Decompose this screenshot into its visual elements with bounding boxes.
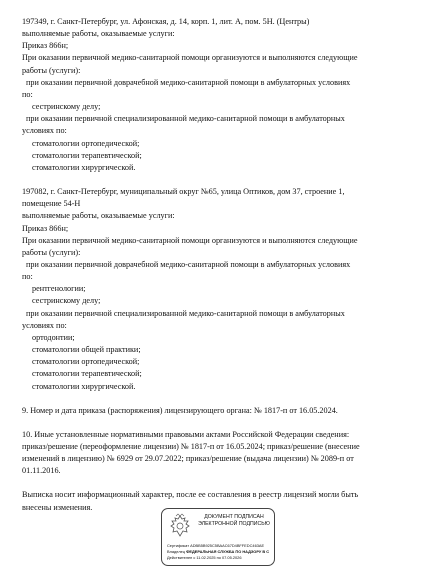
subsection-heading-cont: по: xyxy=(22,89,33,99)
list-item: стоматологии терапевтической; xyxy=(32,150,142,160)
address-line: 197082, г. Санкт-Петербург, муниципальный округ №65, улица Оптиков, дом 37, строение 1, xyxy=(22,187,345,197)
list-item: рентгенологии; xyxy=(32,284,86,294)
subsection-heading: при оказании первичной доврачебной медико-санитарной помощи в амбулаторных условиях xyxy=(26,77,351,87)
list-item: стоматологии хирургической. xyxy=(32,162,136,172)
intro-text-cont: работы (услуги): xyxy=(22,247,81,257)
subsection-heading-cont: условиях по: xyxy=(22,126,67,136)
certificate-label: Сертификат xyxy=(167,543,190,548)
subsection-heading: при оказании первичной специализированной медико-санитарной помощи в амбулаторных xyxy=(26,114,345,124)
address-line-cont: помещение 54-Н xyxy=(22,199,81,209)
subsection-heading: при оказании первичной специализированной медико-санитарной помощи в амбулаторных xyxy=(26,308,345,318)
subsection-heading-cont: условиях по: xyxy=(22,320,67,330)
list-item: стоматологии хирургической. xyxy=(32,381,136,391)
section-10-line: 10. Иные установленные нормативными правовыми актами Российской Федерации сведения: xyxy=(22,429,350,439)
list-item: сестринскому делу; xyxy=(32,296,101,306)
license-extract-body xyxy=(22,16,416,514)
electronic-signature-stamp xyxy=(161,508,275,566)
address-block-1 xyxy=(22,16,416,174)
list-item: ортодонтии; xyxy=(32,332,75,342)
certificate-row xyxy=(167,543,273,548)
intro-text: При оказании первичной медико-санитарной помощи организуются и выполняются следующие xyxy=(22,235,358,245)
list-item: стоматологии ортопедической; xyxy=(32,357,140,367)
subsection-heading-cont: по: xyxy=(22,272,33,282)
section-9-order: 9. Номер и дата приказа (распоряжения) лицензирующего органа: № 1817-п от 16.05.2024. xyxy=(22,405,338,415)
stamp-title-line: ЭЛЕКТРОННОЙ ПОДПИСЬЮ xyxy=(198,521,270,527)
order-ref: Приказ 866н; xyxy=(22,41,69,51)
owner-row xyxy=(167,549,273,554)
section-10-line: приказ/решение (переоформление лицензии) № 1817-п от 16.05.2024; приказ/решение (внесение xyxy=(22,442,360,451)
certificate-value: ADBB5B925C5BAAC67D4BFFEDC463AE xyxy=(190,543,265,548)
subsection-heading: при оказании первичной доврачебной медико-санитарной помощи в амбулаторных условиях xyxy=(26,259,351,269)
list-item: сестринскому делу; xyxy=(32,102,101,112)
note-line: Выписка носит информационный характер, после ее составления в реестр лицензий могли быть xyxy=(22,490,359,500)
section-10-other-info xyxy=(22,429,416,478)
order-ref: Приказ 866н; xyxy=(22,223,69,233)
services-caption: выполняемые работы, оказываемые услуги: xyxy=(22,29,175,39)
owner-value: ФЕДЕРАЛЬНАЯ СЛУЖБА ПО НАДЗОРУ В С xyxy=(186,549,270,554)
address-block-2 xyxy=(22,186,416,393)
note-line: внесены изменения. xyxy=(22,502,93,512)
intro-text-cont: работы (услуги): xyxy=(22,65,81,75)
owner-label: Владелец xyxy=(167,549,185,554)
section-10-line: изменений в лицензию) № 6929 от 29.07.2022; приказ/решение (выдача лицензии) № 2089-п от xyxy=(22,454,354,464)
section-10-line: 01.11.2016. xyxy=(22,466,61,476)
stamp-title xyxy=(196,514,272,528)
list-item: стоматологии ортопедической; xyxy=(32,138,140,148)
services-caption: выполняемые работы, оказываемые услуги: xyxy=(22,211,175,221)
coat-of-arms-icon xyxy=(167,513,193,539)
list-item: стоматологии общей практики; xyxy=(32,345,141,355)
stamp-title-line: ДОКУМЕНТ ПОДПИСАН xyxy=(204,514,264,520)
validity-row: Действителен с 11.02.2025 по 07.05.2026 xyxy=(167,555,242,560)
intro-text: При оказании первичной медико-санитарной помощи организуются и выполняются следующие xyxy=(22,53,358,63)
address-line: 197349, г. Санкт-Петербург, ул. Афонская, д. 14, корп. 1, лит. А, пом. 5Н. (Центры) xyxy=(22,17,310,26)
list-item: стоматологии терапевтической; xyxy=(32,369,142,379)
